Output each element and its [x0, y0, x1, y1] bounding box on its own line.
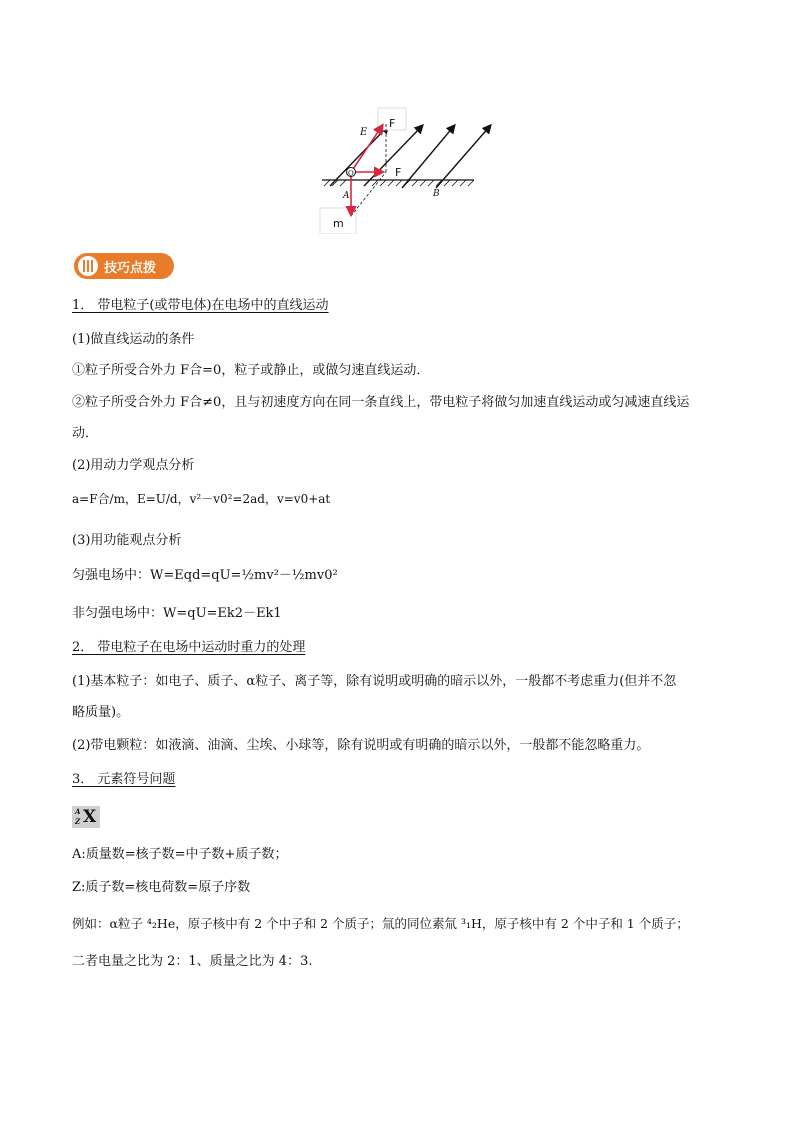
section3-p3: 例如：α粒子 ⁴₂He，原子核中有 2 个中子和 2 个质子；氚的同位素氚 ³₁H，原子核中有 2 个中子和 1 个质子； — [72, 916, 689, 931]
label-o: O — [348, 169, 354, 178]
section2-p1a: (1)基本粒子：如电子、质子、α粒子、离子等，除有说明或明确的暗示以外，一般都不考虑重力(但并不忽 — [72, 674, 677, 689]
section1-p3b: 动． — [72, 426, 99, 441]
label-m: m — [333, 217, 344, 230]
physics-diagram — [318, 104, 508, 234]
section1-p2: ①粒子所受合外力 F合=0，粒子或静止，或做匀速直线运动． — [72, 363, 430, 378]
label-b: B — [433, 189, 440, 199]
tips-badge — [74, 253, 174, 279]
label-e: E — [360, 127, 368, 138]
label-a: A — [343, 191, 350, 201]
symbol-z: Z — [75, 817, 81, 826]
formula-3: 非匀强电场中：W=qU=Ek2－Ek1 — [72, 606, 282, 621]
section2-p2: (2)带电颗粒：如液滴、油滴、尘埃、小球等，除有说明或有明确的暗示以外，一般都不能忽略重力。 — [72, 738, 650, 753]
diagram-svg — [318, 104, 508, 234]
section2-p1b: 略质量)。 — [72, 705, 130, 720]
section1-p5: (3)用功能观点分析 — [72, 533, 182, 548]
section3-heading: 3． 元素符号问题 — [72, 772, 176, 787]
section3-p4: 二者电量之比为 2：1、质量之比为 4：3. — [72, 954, 313, 969]
formula-1: a=F合/m，E=U/d，v²－v0²=2ad，v=v0+at — [72, 492, 331, 506]
section1-p3a: ②粒子所受合外力 F合≠0，且与初速度方向在同一条直线上，带电粒子将做匀加速直线运动或匀减速直线运 — [72, 395, 690, 410]
books-icon — [78, 256, 98, 276]
section1-heading: 1． 带电粒子(或带电体)在电场中的直线运动 — [72, 298, 329, 313]
section3-p1: A:质量数=核子数=中子数+质子数； — [72, 847, 288, 862]
label-f-top: F — [389, 117, 396, 130]
formula-2: 匀强电场中：W=Eqd=qU=½mv²－½mv0² — [72, 568, 338, 583]
symbol-x: X — [83, 807, 97, 827]
symbol-a: A — [75, 807, 81, 816]
section3-p2: Z:质子数=核电荷数=原子序数 — [72, 880, 251, 895]
label-f-mid: F — [395, 166, 402, 179]
element-symbol-box — [72, 806, 100, 828]
badge-label: 技巧点拨 — [104, 261, 157, 276]
section1-p1: (1)做直线运动的条件 — [72, 332, 195, 347]
section2-heading: 2． 带电粒子在电场中运动时重力的处理 — [72, 640, 306, 655]
section1-p4: (2)用动力学观点分析 — [72, 458, 195, 473]
